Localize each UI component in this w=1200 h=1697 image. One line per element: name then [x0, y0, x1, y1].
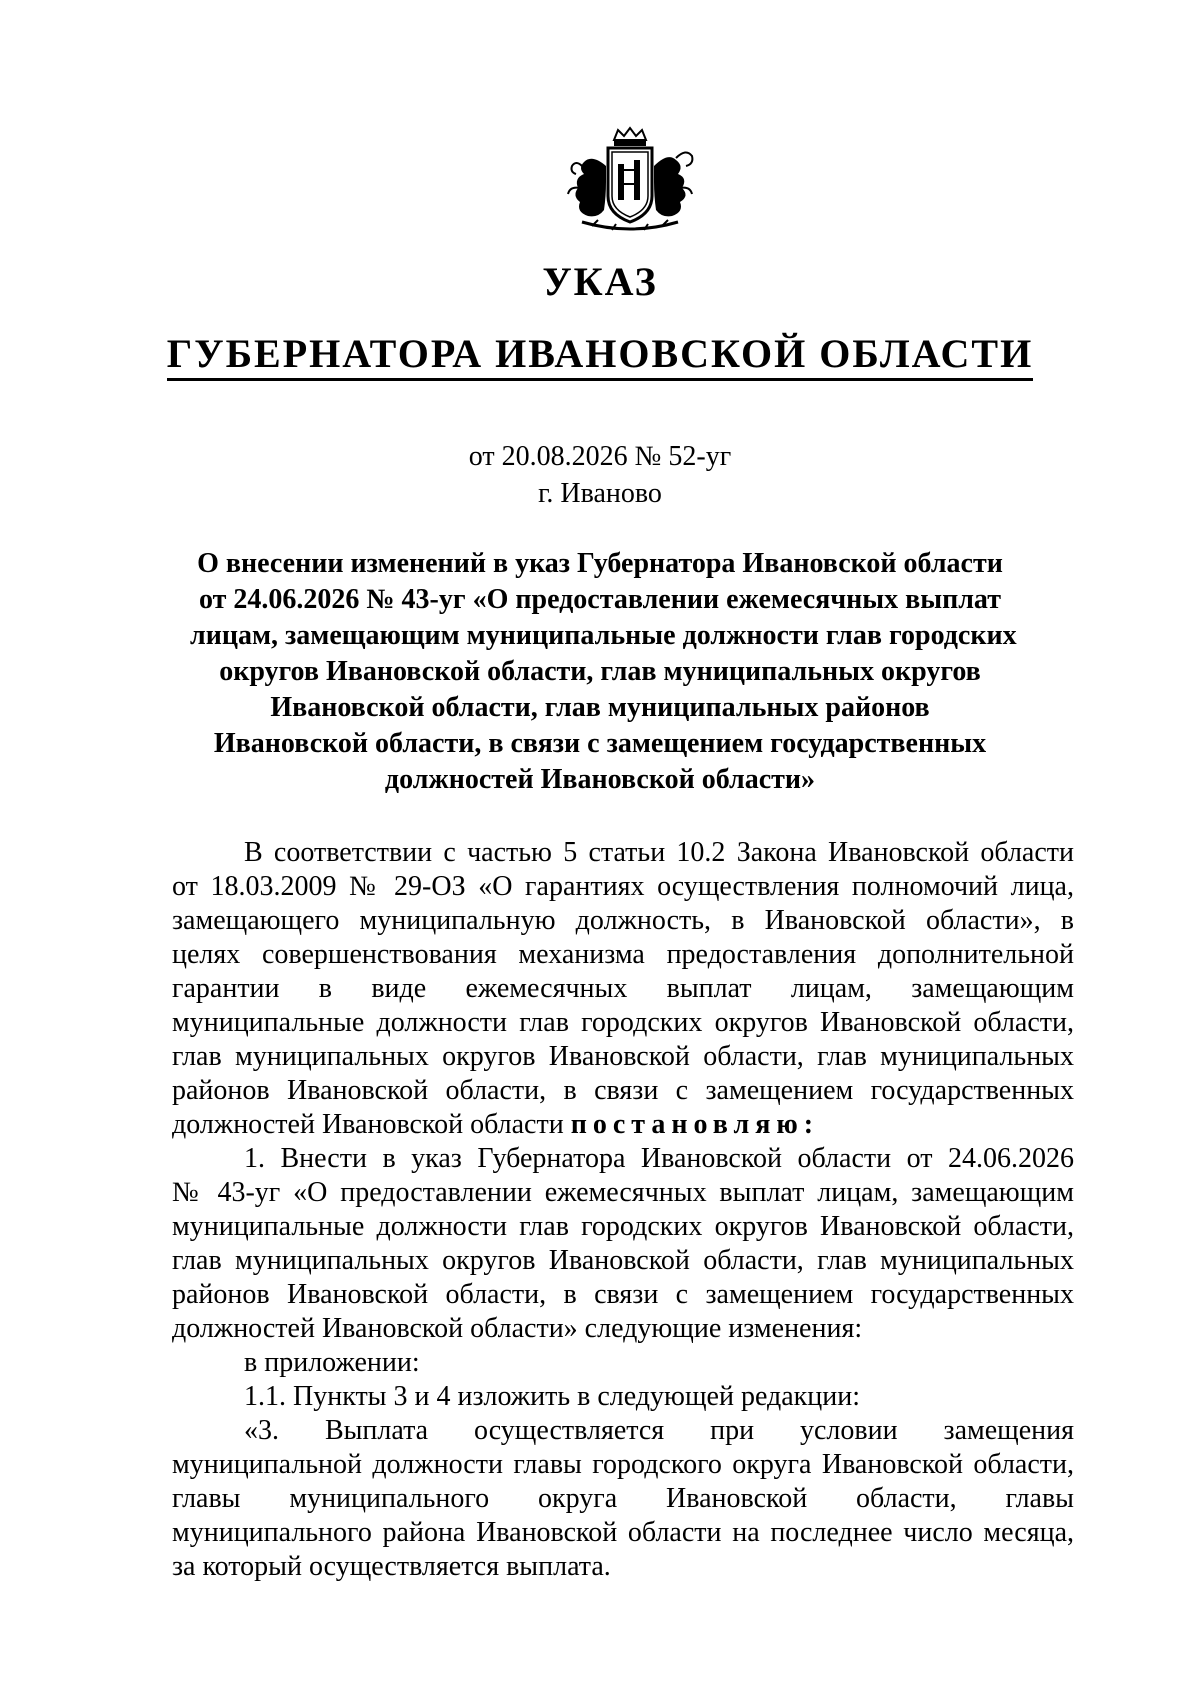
- decree-word: постановляю:: [570, 1109, 820, 1140]
- ivanovo-coat-of-arms-icon: [562, 126, 698, 236]
- body-line: [172, 1108, 1074, 1142]
- subject-line: от 24.06.2026 № 43-уг «О предоставлении ежемесячных выплат: [199, 584, 1001, 615]
- date-number: от 20.08.2026 № 52-уг: [468, 441, 732, 472]
- body-line: замещающего муниципальную должность, в Ивановской области», в: [172, 905, 1074, 936]
- body-line: районов Ивановской области, в связи с замещением государственных: [172, 1279, 1074, 1310]
- subject-line: Ивановской области, глав муниципальных районов: [270, 692, 930, 723]
- body-line: глав муниципальных округов Ивановской области, глав муниципальных: [172, 1245, 1074, 1276]
- body-line: районов Ивановской области, в связи с замещением государственных: [172, 1075, 1074, 1106]
- decree-body: [172, 836, 1074, 1584]
- body-line: «3. Выплата осуществляется при условии замещения: [244, 1415, 1074, 1446]
- subject-line: должностей Ивановской области»: [384, 764, 816, 795]
- body-line: муниципальной должности главы городского округа Ивановской области,: [172, 1449, 1074, 1480]
- body-line: гарантии в виде ежемесячных выплат лицам, замещающим: [172, 973, 1074, 1004]
- subject-line: округов Ивановской области, глав муниципальных округов: [219, 656, 981, 687]
- body-line: 1.1. Пункты 3 и 4 изложить в следующей редакции:: [244, 1381, 861, 1412]
- document-title: УКАЗ: [542, 259, 658, 304]
- document-subtitle: [0, 330, 1200, 377]
- body-line: должностей Ивановской области» следующие изменения:: [172, 1313, 863, 1344]
- body-line: от 18.03.2009 № 29-ОЗ «О гарантиях осуществления полномочий лица,: [172, 871, 1074, 902]
- body-line: в приложении:: [244, 1347, 420, 1378]
- subtitle-text: ГУБЕРНАТОРА ИВАНОВСКОЙ ОБЛАСТИ: [167, 331, 1033, 381]
- body-line: муниципальные должности глав городских округов Ивановской области,: [172, 1211, 1074, 1242]
- body-line: № 43-уг «О предоставлении ежемесячных выплат лицам, замещающим: [172, 1177, 1074, 1208]
- subject-line: О внесении изменений в указ Губернатора Ивановской области: [197, 548, 1003, 579]
- body-line: муниципального района Ивановской области на последнее число месяца,: [172, 1517, 1074, 1548]
- city: г. Иваново: [538, 478, 662, 509]
- body-line: глав муниципальных округов Ивановской области, глав муниципальных: [172, 1041, 1074, 1072]
- body-line: муниципальные должности глав городских округов Ивановской области,: [172, 1007, 1074, 1038]
- body-line-text: должностей Ивановской области: [172, 1109, 564, 1140]
- body-line: целях совершенствования механизма предоставления дополнительной: [172, 939, 1074, 970]
- subject-line: Ивановской области, в связи с замещением государственных: [213, 728, 987, 759]
- body-line: за который осуществляется выплата.: [172, 1551, 611, 1582]
- body-line: главы муниципального округа Ивановской области, главы: [172, 1483, 1074, 1514]
- body-line: 1. Внести в указ Губернатора Ивановской области от 24.06.2026: [244, 1143, 1074, 1174]
- decree-subject: [190, 546, 1017, 798]
- subject-line: лицам, замещающим муниципальные должности глав городских: [190, 620, 1017, 651]
- body-line: В соответствии с частью 5 статьи 10.2 Закона Ивановской области: [244, 837, 1074, 868]
